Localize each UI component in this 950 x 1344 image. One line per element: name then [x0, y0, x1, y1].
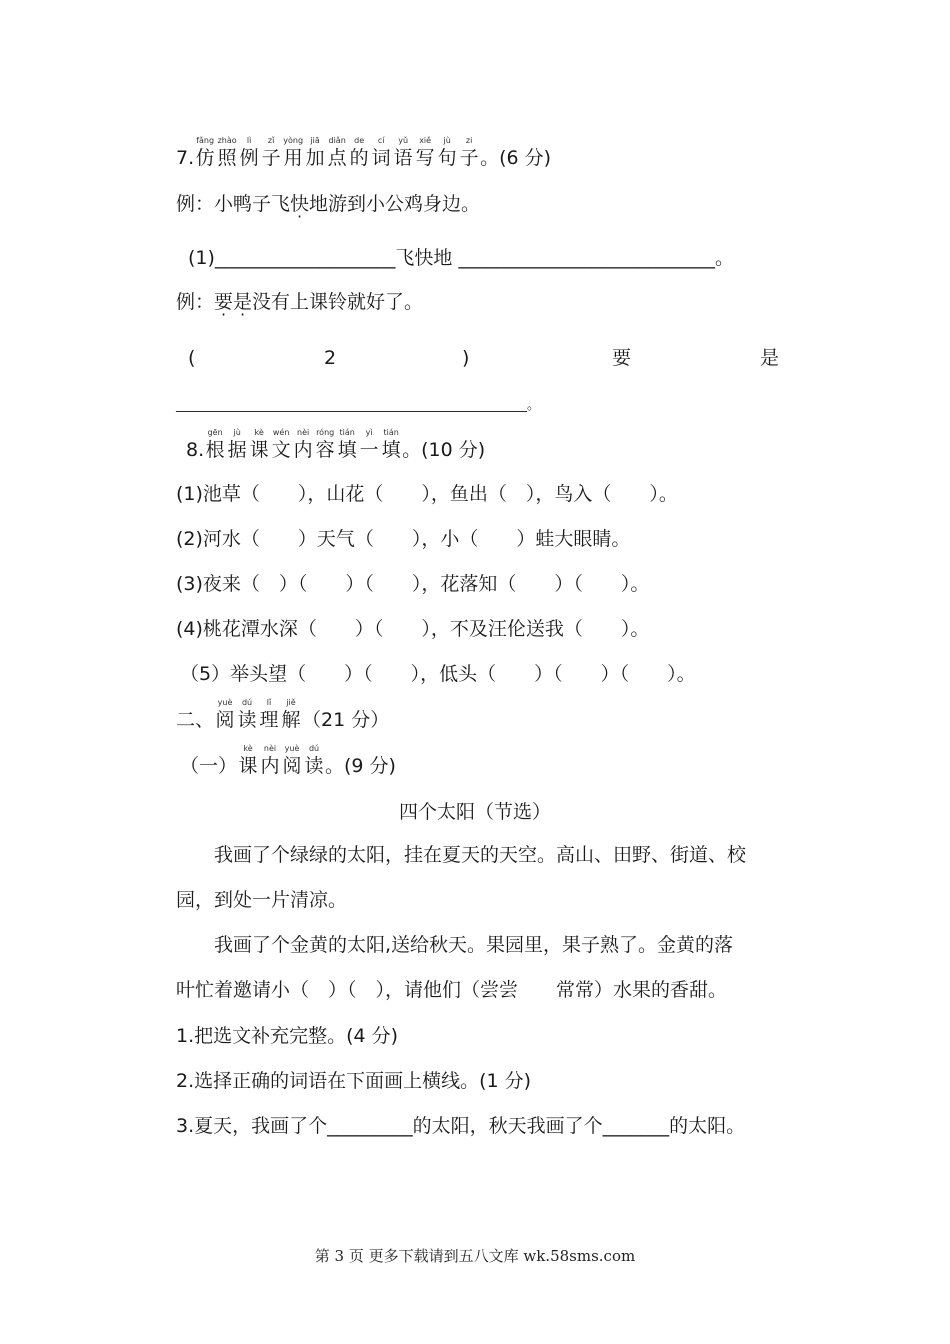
section-2-heading: 二、 yuè 阅 dú 读 lǐ 理 jiě 解 （21 分）: [176, 698, 390, 731]
hanzi: 课: [249, 439, 269, 461]
pinyin: xiě: [419, 136, 432, 145]
pinyin-char: [204, 428, 226, 462]
pinyin-char: [281, 744, 303, 778]
pinyin-char: [214, 698, 236, 732]
hanzi: 解: [281, 709, 301, 731]
q7-blank-1[interactable]: (1)___________________飞快地 ___________________________。: [188, 247, 734, 269]
q7-blank-2[interactable]: ______________________________________________________。: [176, 398, 540, 413]
pinyin: zi: [465, 136, 473, 145]
hanzi: 内: [293, 439, 313, 461]
pinyin-char: [380, 428, 402, 462]
pinyin: wén: [272, 428, 290, 437]
hanzi: 读: [237, 709, 257, 731]
page-footer: 第 3 页 更多下载请到五八文库 wk.58sms.com: [314, 1247, 636, 1265]
pinyin-char: [282, 136, 304, 170]
q8-number: 8.: [186, 439, 205, 461]
q7-example-1: 例：小鸭子飞快地游到小公鸡身边。: [176, 193, 481, 215]
pinyin-char: [260, 136, 282, 170]
q7-item-2-yao: 要: [612, 347, 632, 369]
pinyin: dú: [241, 698, 253, 707]
hanzi: 读: [304, 755, 324, 777]
pinyin: kè: [254, 428, 264, 437]
hanzi: 内: [260, 755, 280, 777]
pinyin-char: [458, 136, 480, 170]
q8-item-1: (1)池草（ ），山花（ ），鱼出（ ），鸟入（ ）。: [176, 483, 678, 505]
pinyin: yuè: [217, 698, 233, 707]
q8-score: 。(10 分): [402, 439, 486, 461]
passage-line-1: 我画了个绿绿的太阳，挂在夏天的天空。高山、田野、街道、校: [176, 844, 747, 866]
dotted-word: 飞快地: [271, 193, 329, 215]
passage-line-2: 园，到处一片清凉。: [176, 889, 348, 911]
hanzi: 课: [238, 755, 258, 777]
pinyin-char: [414, 136, 436, 170]
pinyin-char: [392, 136, 414, 170]
hanzi: 点: [327, 147, 347, 169]
pinyin-char: [314, 428, 336, 462]
dotted-char: 要: [214, 291, 234, 313]
pinyin-char: [280, 698, 302, 732]
q8-heading: [186, 428, 485, 462]
pinyin: jiā: [310, 136, 320, 145]
passage-line-4: 叶忙着邀请小（ ）（ ），请他们（尝尝 常常）水果的香甜。: [176, 979, 728, 1001]
pinyin-char: [336, 428, 358, 462]
q7-item-2-close: ): [462, 347, 470, 369]
pinyin-char: [348, 136, 370, 170]
pinyin-char: [236, 698, 258, 732]
pinyin: jù: [443, 136, 451, 145]
pinyin-char: [326, 136, 348, 170]
pinyin-char: [292, 428, 314, 462]
pinyin: zǐ: [267, 136, 275, 145]
pinyin-char: [238, 136, 260, 170]
pinyin: nèi: [263, 744, 277, 753]
pinyin-char: [270, 428, 292, 462]
pinyin-char: [370, 136, 392, 170]
pinyin: cí: [377, 136, 385, 145]
hanzi: 阅: [282, 755, 302, 777]
q7-item-2-shi: 是: [760, 347, 780, 369]
part-1-heading: （一） kè 课 nèi 内 yuè 阅 dú 读 。(9 分): [180, 744, 396, 777]
q7-example-2: 例：要是没有上课铃就好了。: [176, 291, 424, 313]
pinyin: yì: [365, 428, 373, 437]
pinyin: de: [354, 136, 365, 145]
hanzi: 据: [227, 439, 247, 461]
hanzi: 文: [271, 439, 291, 461]
q8-item-4: (4)桃花潭水深（ ）（ ），不及汪伦送我（ ）。: [176, 618, 650, 640]
question-2: 2.选择正确的词语在下面画上横线。(1 分): [176, 1070, 532, 1092]
hanzi: 阅: [215, 709, 235, 731]
q7-heading: [176, 136, 551, 170]
dotted-char: 是: [233, 291, 253, 313]
q8-item-5: （5）举头望（ ）（ ），低头（ ）（ ）（ ）。: [180, 663, 696, 685]
pinyin: yuè: [284, 744, 300, 753]
pinyin: tián: [383, 428, 399, 437]
pinyin: tián: [339, 428, 355, 437]
pinyin-char: [194, 136, 216, 170]
pinyin: lì: [246, 136, 252, 145]
pinyin: róng: [316, 428, 335, 437]
pinyin-char: [248, 428, 270, 462]
hanzi: 子: [459, 147, 479, 169]
pinyin: zhào: [217, 136, 237, 145]
hanzi: 句: [437, 147, 457, 169]
hanzi: 一: [359, 439, 379, 461]
pinyin: gēn: [207, 428, 223, 437]
pinyin-char: [436, 136, 458, 170]
question-1: 1.把选文补充完整。(4 分): [176, 1025, 399, 1047]
pinyin-char: [304, 136, 326, 170]
q8-item-2: (2)河水（ ）天气（ ），小（ ）蛙大眼睛。: [176, 528, 631, 550]
q7-number: 7.: [176, 147, 195, 169]
pinyin: lǐ: [266, 698, 272, 707]
pinyin-char: [303, 744, 325, 778]
passage-line-3: 我画了个金黄的太阳,送给秋天。果园里，果子熟了。金黄的落: [176, 934, 734, 956]
pinyin-char: [258, 698, 280, 732]
pinyin: fǎng: [196, 136, 215, 145]
q7-item-2-number: 2: [324, 347, 337, 369]
pinyin: jù: [233, 428, 241, 437]
pinyin: nèi: [297, 428, 310, 437]
pinyin: diǎn: [328, 136, 346, 145]
question-3[interactable]: 3.夏天，我画了个_________的太阳，秋天我画了个_______的太阳。: [176, 1115, 746, 1137]
hanzi: 的: [349, 147, 369, 169]
hanzi: 语: [393, 147, 413, 169]
pinyin-char: [259, 744, 281, 778]
pinyin: kè: [243, 744, 253, 753]
hanzi: 填: [381, 439, 401, 461]
pinyin-char: [216, 136, 238, 170]
hanzi: 例: [239, 147, 259, 169]
hanzi: 理: [259, 709, 279, 731]
pinyin: yǔ: [398, 136, 409, 145]
hanzi: 填: [337, 439, 357, 461]
pinyin: dú: [308, 744, 320, 753]
pinyin: jiě: [286, 698, 296, 707]
q8-item-3: (3)夜来（ ）（ ）（ ），花落知（ ）（ ）。: [176, 573, 650, 595]
hanzi: 子: [261, 147, 281, 169]
pinyin-char: [358, 428, 380, 462]
hanzi: 仿: [195, 147, 215, 169]
q7-item-2-open: (: [188, 347, 196, 369]
hanzi: 写: [415, 147, 435, 169]
hanzi: 根: [205, 439, 225, 461]
hanzi: 容: [315, 439, 335, 461]
hanzi: 加: [305, 147, 325, 169]
hanzi: 用: [283, 147, 303, 169]
hanzi: 词: [371, 147, 391, 169]
hanzi: 照: [217, 147, 237, 169]
q7-score: 。(6 分): [480, 147, 552, 169]
pinyin: yòng: [283, 136, 304, 145]
pinyin-char: [226, 428, 248, 462]
passage-title: 四个太阳（节选）: [398, 801, 551, 823]
pinyin-char: [237, 744, 259, 778]
